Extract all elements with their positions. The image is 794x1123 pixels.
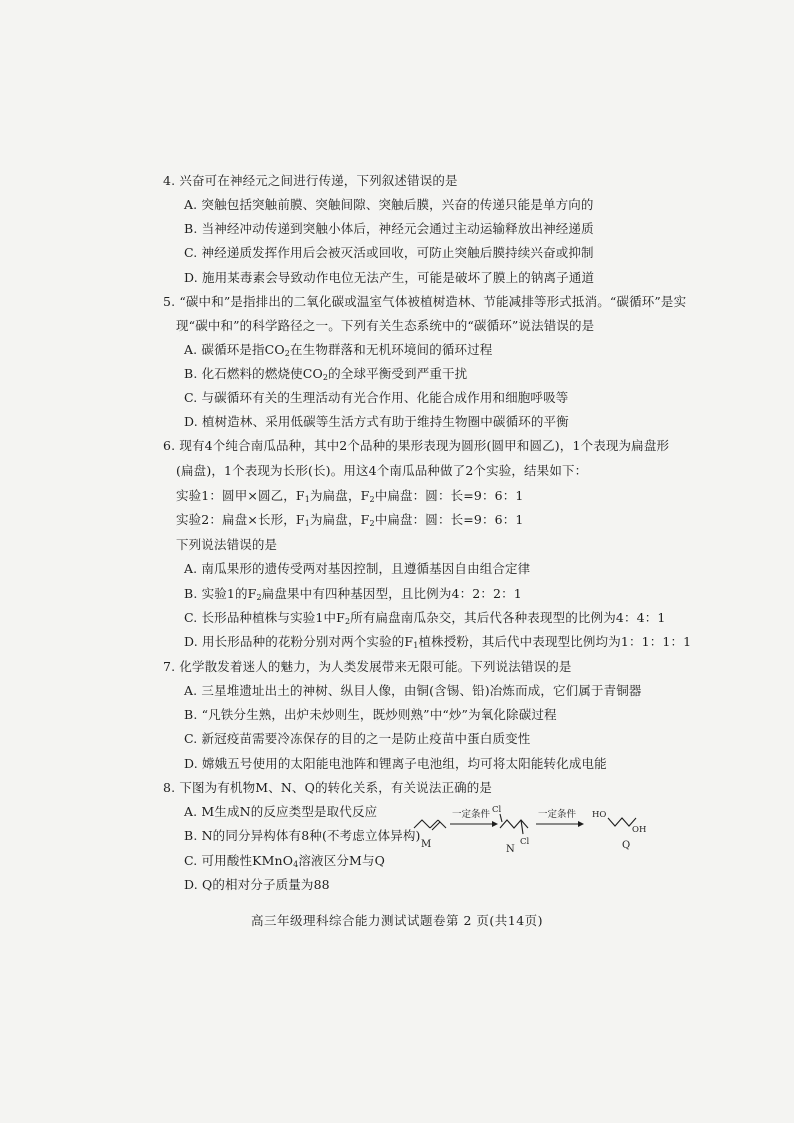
arrow1-icon [450, 821, 498, 827]
label-n: N [506, 844, 515, 855]
label-ho: HO [592, 810, 607, 820]
q7-stem: 7. 化学散发着迷人的魅力，为人类发展带来无限可能。下列说法错误的是 [163, 659, 572, 674]
q6-option-b: B. 实验1的$F_2$扁盘果中有四种基因型，且比例为4：2：2：1 [184, 586, 522, 602]
label-oh: OH [632, 825, 647, 835]
q6-option-a: A. 南瓜果形的遗传受两对基因控制，且遵循基因自由组合定律 [184, 561, 531, 576]
q8-option-a: A. M生成N的反应类型是取代反应 [184, 804, 378, 819]
q4-option-a: A. 突触包括突触前膜、突触间隙、突触后膜，兴奋的传递只能是单方向的 [184, 197, 594, 212]
q6-experiment-1: 实验1：圆甲×圆乙，$F_1$为扁盘，$F_2$中扁盘：圆：长=9：6：1 [176, 488, 524, 504]
q5-stem-line2: 现“碳中和”的科学路径之一。下列有关生态系统中的“碳循环”说法错误的是 [176, 318, 595, 333]
page-footer: 高三年级理科综合能力测试试题卷第 2 页(共14页) [250, 913, 544, 928]
q6-option-d: D. 用长形品种的花粉分别对两个实验的$F_1$植株授粉，其后代中表现型比例均为1：1：1：1 [184, 634, 692, 650]
q7-option-c: C. 新冠疫苗需要冷冻保存的目的之一是防止疫苗中蛋白质变性 [184, 731, 531, 746]
q5-option-a: A. 碳循环是指$CO_2$在生物群落和无机环境间的循环过程 [184, 342, 493, 358]
molecule-n-skeleton [500, 814, 528, 834]
label-cl-top: Cl [492, 805, 502, 815]
label-cl-bottom: Cl [520, 837, 530, 847]
arrow2-icon [536, 821, 584, 827]
arrow2-condition: 一定条件 [538, 809, 577, 820]
molecule-m-skeleton [414, 820, 446, 830]
q8-option-c: C. 可用酸性KMnO$_4$溶液区分M与Q [184, 853, 386, 869]
arrow1-condition: 一定条件 [452, 809, 491, 820]
q7-option-a: A. 三星堆遗址出土的神树、纵目人像，由铜(含锡、铅)冶炼而成，它们属于青铜器 [184, 683, 642, 698]
q6-option-c: C. 长形品种植株与实验1中$F_2$所有扁盘南瓜杂交，其后代各种表现型的比例为4：4：1 [184, 610, 666, 626]
q5-stem-line1: 5. “碳中和”是指排出的二氧化碳或温室气体被植树造林、节能减排等形式抵消。“碳循环”是实 [163, 294, 687, 309]
q5-option-b: B. 化石燃料的燃烧使$CO_2$的全球平衡受到严重干扰 [184, 366, 468, 382]
label-m: M [421, 839, 432, 850]
q6-experiment-2: 实验2：扁盘×长形，$F_1$为扁盘，$F_2$中扁盘：圆：长=9：6：1 [176, 512, 524, 528]
q4-option-c: C. 神经递质发挥作用后会被灭活或回收，可防止突触后膜持续兴奋或抑制 [184, 245, 594, 260]
q6-prompt: 下列说法错误的是 [176, 537, 278, 552]
q5-option-d: D. 植树造林、采用低碳等生活方式有助于维持生物圈中碳循环的平衡 [184, 414, 569, 429]
q4-stem: 4. 兴奋可在神经元之间进行传递，下列叙述错误的是 [163, 173, 458, 188]
q7-option-b: B. “凡铁分生熟，出炉未炒则生，既炒则熟”中“炒”为氧化除碳过程 [184, 707, 557, 722]
q5-option-c: C. 与碳循环有关的生理活动有光合作用、化能合成作用和细胞呼吸等 [184, 390, 569, 405]
q6-stem-line1: 6. 现有4个纯合南瓜品种，其中2个品种的果形表现为圆形(圆甲和圆乙)，1个表现为扁盘形 [163, 438, 670, 453]
q8-stem: 8. 下图为有机物M、N、Q的转化关系，有关说法正确的是 [163, 780, 493, 795]
q7-option-d: D. 嫦娥五号使用的太阳能电池阵和锂离子电池组，均可将太阳能转化成电能 [184, 756, 607, 771]
label-q: Q [622, 840, 631, 851]
reaction-scheme [410, 800, 680, 860]
q4-option-d: D. 施用某毒素会导致动作电位无法产生，可能是破坏了膜上的钠离子通道 [184, 270, 595, 285]
q4-option-b: B. 当神经冲动传递到突触小体后，神经元会通过主动运输释放出神经递质 [184, 221, 594, 236]
q8-option-d: D. Q的相对分子质量为88 [184, 877, 330, 892]
q6-stem-line2: (扁盘)，1个表现为长形(长)。用这4个南瓜品种做了2个实验，结果如下： [176, 463, 588, 478]
q8-option-b: B. N的同分异构体有8种(不考虑立体异构) [184, 828, 421, 843]
